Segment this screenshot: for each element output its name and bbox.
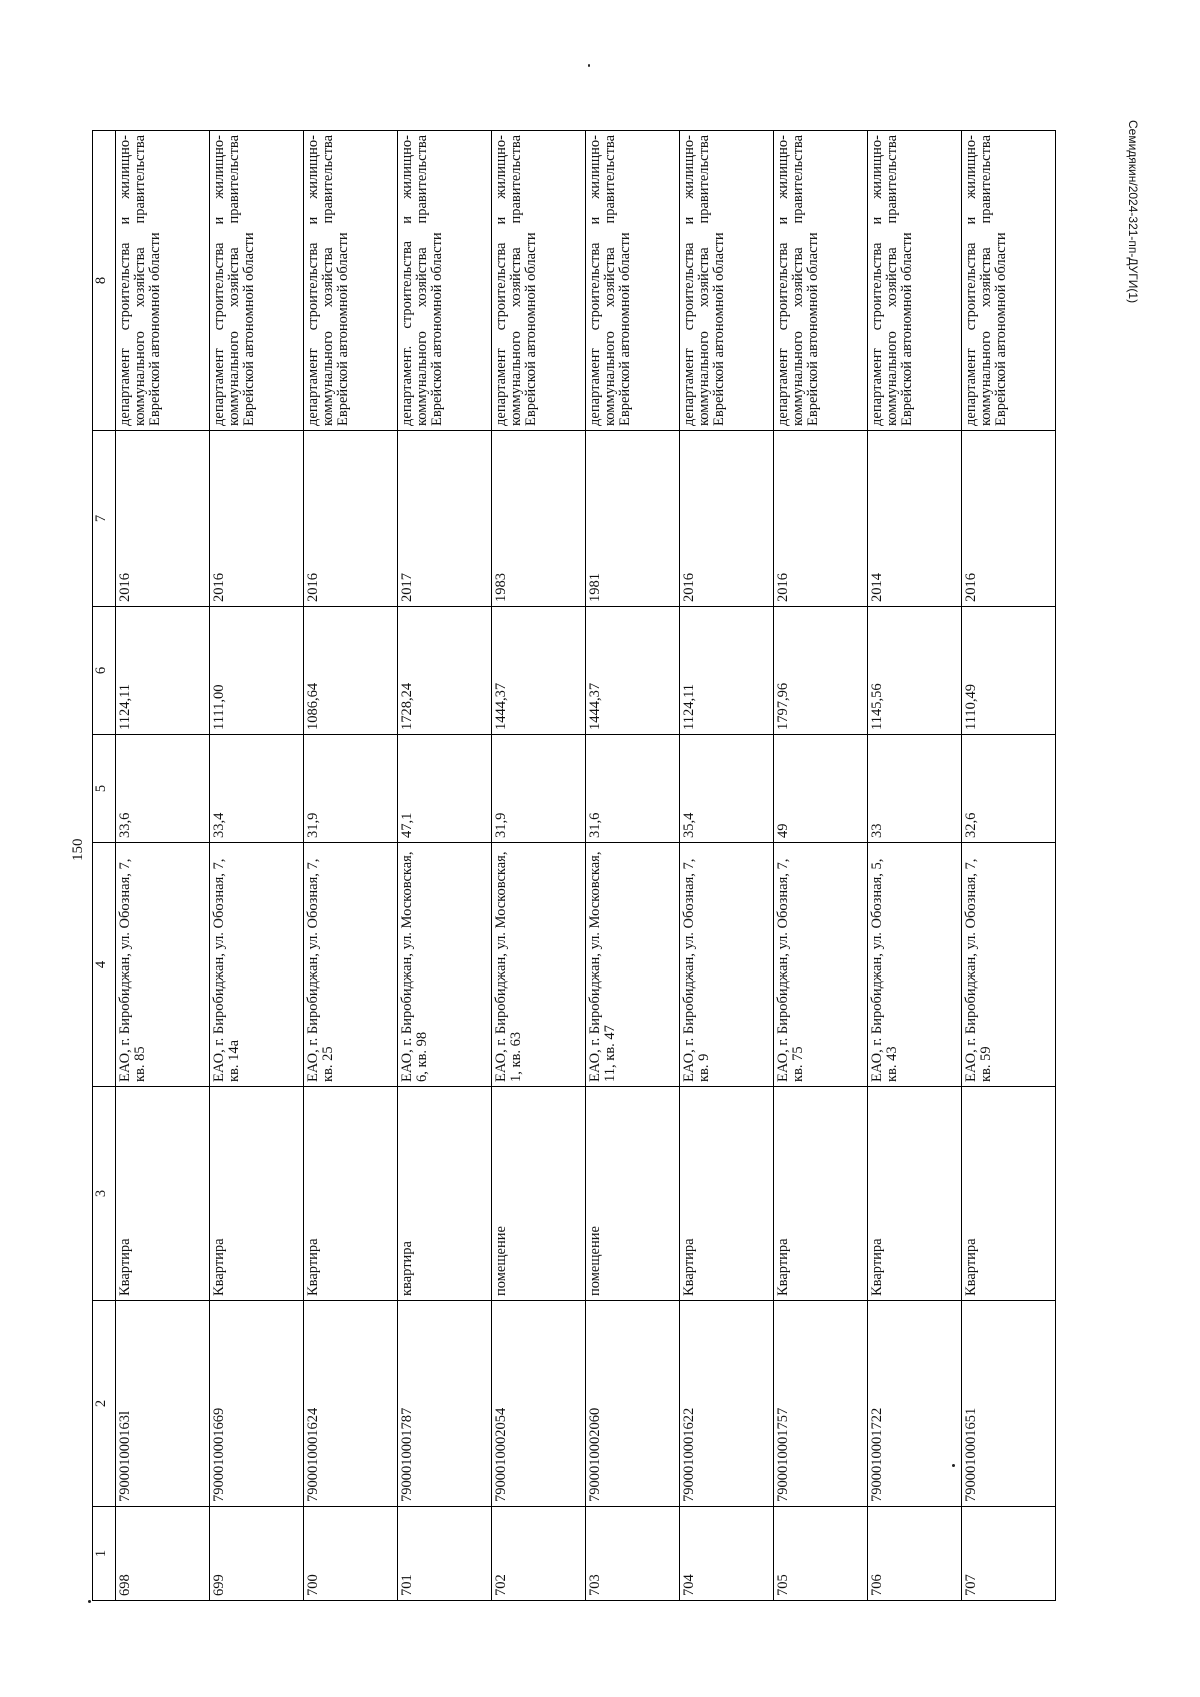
object-type: помещение: [492, 1087, 586, 1301]
address: ЕАО, г. Биробиджан, ул. Обозная, 5, кв. 43: [868, 843, 962, 1087]
row-number: 707: [962, 1507, 1056, 1601]
year: 1981: [586, 431, 680, 607]
holder: департамент строительства и жилищно-коммунального хозяйства правительства Еврейской автономной области: [210, 131, 304, 431]
value: 1086,64: [304, 607, 398, 735]
holder: департамент строительства и жилищно-коммунального хозяйства правительства Еврейской автономной области: [774, 131, 868, 431]
table-row: [586, 131, 680, 1601]
col-header-3: 3: [93, 1087, 116, 1301]
col-header-8: 8: [93, 131, 116, 431]
holder: департамент строительства и жилищно-коммунального хозяйства правительства Еврейской автономной области: [304, 131, 398, 431]
col-header-7: 7: [93, 431, 116, 607]
year: 2016: [116, 431, 210, 607]
row-number: 703: [586, 1507, 680, 1601]
area: 49: [774, 735, 868, 843]
col-header-6: 6: [93, 607, 116, 735]
area: 31,9: [304, 735, 398, 843]
year: 2016: [680, 431, 774, 607]
object-type: Квартира: [868, 1087, 962, 1301]
area: 31,9: [492, 735, 586, 843]
year: 2017: [398, 431, 492, 607]
cadastral-number: 7900010001787: [398, 1301, 492, 1507]
address: ЕАО, г. Биробиджан, ул. Обозная, 7, кв. 59: [962, 843, 1056, 1087]
scan-speck: [88, 1600, 91, 1603]
object-type: Квартира: [774, 1087, 868, 1301]
year: 2016: [962, 431, 1056, 607]
row-number: 702: [492, 1507, 586, 1601]
table-row: [210, 131, 304, 1601]
year: 1983: [492, 431, 586, 607]
address: ЕАО, г. Биробиджан, ул. Обозная, 7, кв. 75: [774, 843, 868, 1087]
col-header-4: 4: [93, 843, 116, 1087]
value: 1444,37: [586, 607, 680, 735]
page-number: 150: [70, 838, 86, 861]
property-register-table: [92, 130, 1056, 1601]
table-row: [680, 131, 774, 1601]
value: 1728,24: [398, 607, 492, 735]
address: ЕАО, г. Биробиджан, ул. Московская, 6, кв. 98: [398, 843, 492, 1087]
area: 33: [868, 735, 962, 843]
row-number: 700: [304, 1507, 398, 1601]
cadastral-number: 7900010001651: [962, 1301, 1056, 1507]
holder: департамент строительства и жилищно-коммунального хозяйства правительства Еврейской автономной области: [868, 131, 962, 431]
cadastral-number: 7900010001624: [304, 1301, 398, 1507]
table-row: [962, 131, 1056, 1601]
document-reference: Семидякин/2024-321-пп-ДУГИ(1): [1126, 120, 1140, 304]
holder: департамент строительства и жилищно-коммунального хозяйства правительства Еврейской автономной области: [586, 131, 680, 431]
area: 47,1: [398, 735, 492, 843]
holder: департамент строительства и жилищно-коммунального хозяйства правительства Еврейской автономной области: [962, 131, 1056, 431]
row-number: 704: [680, 1507, 774, 1601]
value: 1110,49: [962, 607, 1056, 735]
cadastral-number: 790001000163l: [116, 1301, 210, 1507]
col-header-1: 1: [93, 1507, 116, 1601]
year: 2016: [774, 431, 868, 607]
cadastral-number: 7900010001757: [774, 1301, 868, 1507]
row-number: 706: [868, 1507, 962, 1601]
cadastral-number: 7900010002054: [492, 1301, 586, 1507]
address: ЕАО, г. Биробиджан, ул. Обозная, 7, кв. 14а: [210, 843, 304, 1087]
table-row: [116, 131, 210, 1601]
table-row: [398, 131, 492, 1601]
rotated-page: [0, 23, 1100, 1643]
cadastral-number: 7900010002060: [586, 1301, 680, 1507]
value: 1444,37: [492, 607, 586, 735]
object-type: Квартира: [304, 1087, 398, 1301]
object-type: помещение: [586, 1087, 680, 1301]
address: ЕАО, г. Биробиджан, ул. Московская, 1, кв. 63: [492, 843, 586, 1087]
cadastral-number: 7900010001722: [868, 1301, 962, 1507]
value: 1111,00: [210, 607, 304, 735]
object-type: Квартира: [116, 1087, 210, 1301]
object-type: Квартира: [680, 1087, 774, 1301]
address: ЕАО, г. Биробиджан, ул. Обозная, 7, кв. 9: [680, 843, 774, 1087]
area: 31,6: [586, 735, 680, 843]
col-header-5: 5: [93, 735, 116, 843]
holder: департамент. строительства и жилищно-коммунального хозяйства правительства Еврейской автономной области: [398, 131, 492, 431]
value: 1797,96: [774, 607, 868, 735]
holder: департамент строительства и жилищно-коммунального хозяйства правительства Еврейской автономной области: [492, 131, 586, 431]
row-number: 698: [116, 1507, 210, 1601]
value: 1124,11: [116, 607, 210, 735]
year: 2014: [868, 431, 962, 607]
value: 1145,56: [868, 607, 962, 735]
row-number: 699: [210, 1507, 304, 1601]
address: ЕАО, г. Биробиджан, ул. Московская, 11, кв. 47: [586, 843, 680, 1087]
area: 33,4: [210, 735, 304, 843]
holder: департамент строительства и жилищно-коммунального хозяйства правительства Еврейской автономной области: [680, 131, 774, 431]
col-header-2: 2: [93, 1301, 116, 1507]
row-number: 701: [398, 1507, 492, 1601]
table-row: [868, 131, 962, 1601]
table-row: [304, 131, 398, 1601]
area: 32,6: [962, 735, 1056, 843]
header-row: [93, 131, 116, 1601]
year: 2016: [304, 431, 398, 607]
area: 35,4: [680, 735, 774, 843]
object-type: Квартира: [962, 1087, 1056, 1301]
cadastral-number: 7900010001622: [680, 1301, 774, 1507]
address: ЕАО, г. Биробиджан, ул. Обозная, 7, кв. 85: [116, 843, 210, 1087]
table-row: [492, 131, 586, 1601]
area: 33,6: [116, 735, 210, 843]
holder: департамент строительства и жилищно-коммунального хозяйства правительства Еврейской автономной области: [116, 131, 210, 431]
cadastral-number: 7900010001669: [210, 1301, 304, 1507]
year: 2016: [210, 431, 304, 607]
value: 1124,11: [680, 607, 774, 735]
object-type: Квартира: [210, 1087, 304, 1301]
scan-speck: [952, 1464, 955, 1467]
table-row: [774, 131, 868, 1601]
address: ЕАО, г. Биробиджан, ул. Обозная, 7, кв. 25: [304, 843, 398, 1087]
scan-speck: [588, 64, 590, 67]
object-type: квартира: [398, 1087, 492, 1301]
row-number: 705: [774, 1507, 868, 1601]
